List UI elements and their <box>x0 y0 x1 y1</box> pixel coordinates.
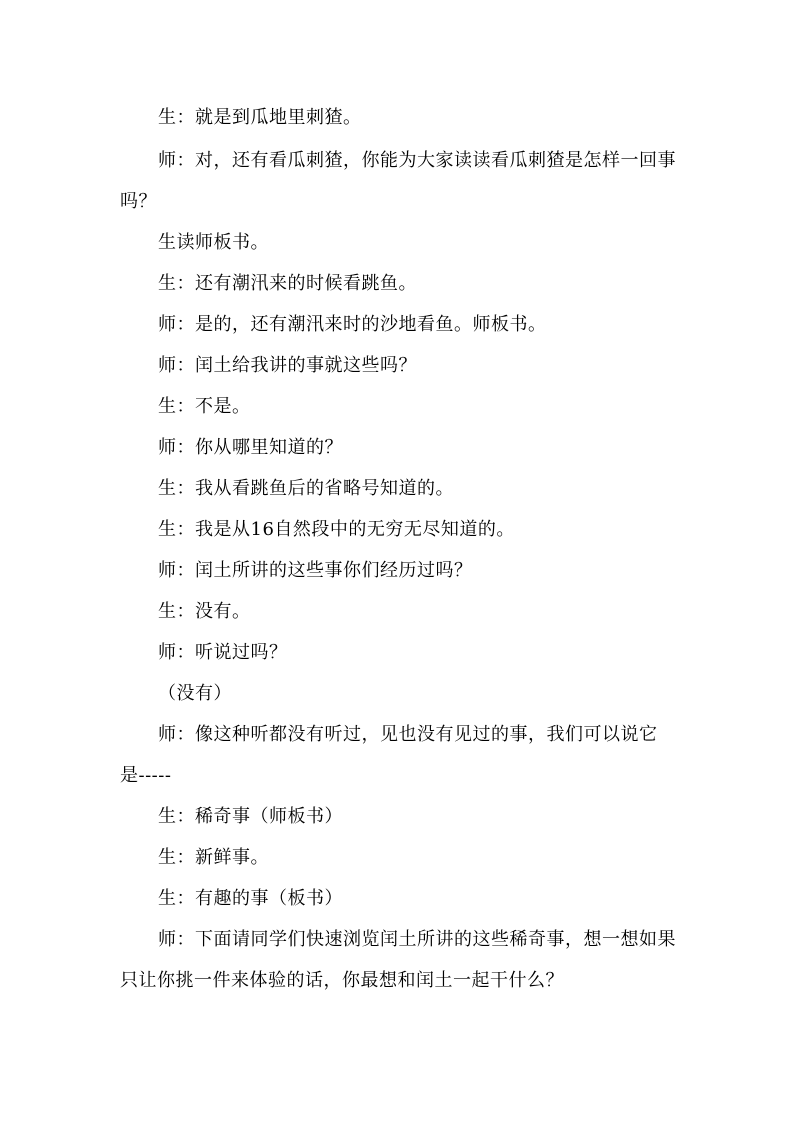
paragraph-9: 生：我从看跳鱼后的省略号知道的。 <box>158 478 454 499</box>
paragraph-2: 师：对，还有看瓜刺猹，你能为大家读读看瓜刺猹是怎样一回事吗？ <box>120 150 676 212</box>
paragraph-8: 师：你从哪里知道的？ <box>158 437 343 458</box>
paragraph-13: 师：听说过吗？ <box>158 642 288 663</box>
paragraph-1: 生：就是到瓜地里刺猹。 <box>158 107 362 128</box>
paragraph-14: （没有） <box>158 683 232 704</box>
paragraph-17: 生：新鲜事。 <box>158 847 269 868</box>
paragraph-10: 生：我是从16自然段中的无穷无尽知道的。 <box>158 519 515 540</box>
paragraph-18: 生：有趣的事（板书） <box>158 888 343 909</box>
paragraph-6: 师：闰土给我讲的事就这些吗？ <box>158 355 417 376</box>
paragraph-4: 生：还有潮汛来的时候看跳鱼。 <box>158 273 417 294</box>
paragraph-7: 生：不是。 <box>158 396 251 417</box>
paragraph-16: 生：稀奇事（师板书） <box>158 806 343 827</box>
paragraph-3: 生读师板书。 <box>158 232 269 253</box>
paragraph-15: 师：像这种听都没有听过，见也没有见过的事，我们可以说它是----- <box>120 724 658 786</box>
paragraph-19: 师：下面请同学们快速浏览闰土所讲的这些稀奇事，想一想如果只让你挑一件来体验的话，你最想和闰土一起干什么？ <box>120 929 676 991</box>
paragraph-11: 师：闰土所讲的这些事你们经历过吗？ <box>158 560 473 581</box>
paragraph-5: 师：是的，还有潮汛来时的沙地看鱼。师板书。 <box>158 314 547 335</box>
paragraph-12: 生：没有。 <box>158 601 251 622</box>
